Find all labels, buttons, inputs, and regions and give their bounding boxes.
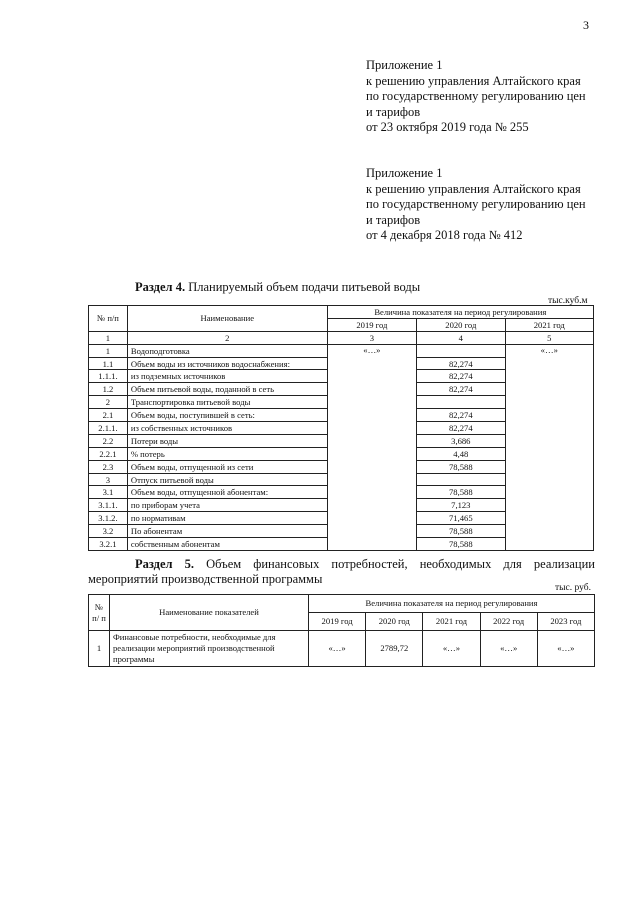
row-name: По абонентам bbox=[127, 525, 327, 538]
row-name: Объем воды из источников водоснабжения: bbox=[127, 357, 327, 370]
row-value-2020: 82,274 bbox=[417, 422, 505, 435]
row-num: 2.1.1. bbox=[89, 422, 128, 435]
row-value-2020 bbox=[417, 473, 505, 486]
row-value-2020 bbox=[417, 344, 505, 357]
header-period: Величина показателя на период регулирования bbox=[309, 595, 595, 613]
row-value: «…» bbox=[480, 631, 537, 667]
row-num: 1 bbox=[89, 344, 128, 357]
row-value: «…» bbox=[537, 631, 594, 667]
row-name: собственным абонентам bbox=[127, 538, 327, 551]
appendix-line: и тарифов bbox=[366, 212, 421, 227]
row-value-2020: 82,274 bbox=[417, 357, 505, 370]
row-name: Потери воды bbox=[127, 434, 327, 447]
header-index: 3 bbox=[327, 331, 416, 344]
header-year: 2019 год bbox=[309, 613, 366, 631]
section4-title-bold: Раздел 4. bbox=[135, 280, 186, 294]
header-year: 2019 год bbox=[327, 318, 416, 331]
row-name: по нормативам bbox=[127, 512, 327, 525]
appendix-header-previous bbox=[366, 166, 586, 244]
header-index: 2 bbox=[127, 331, 327, 344]
appendix-line: к решению управления Алтайского края bbox=[366, 181, 581, 196]
appendix-line: по государственному регулированию цен bbox=[366, 197, 586, 211]
row-num: 2.3 bbox=[89, 460, 128, 473]
appendix-line: Приложение 1 bbox=[366, 58, 443, 72]
section4-unit: тыс.куб.м bbox=[548, 296, 588, 306]
row-name: % потерь bbox=[127, 447, 327, 460]
section4-title bbox=[135, 280, 420, 295]
row-value-2021: «…» bbox=[505, 344, 593, 550]
row-num: 3.1 bbox=[89, 486, 128, 499]
appendix-line: по государственному регулированию цен bbox=[366, 89, 586, 103]
row-value-2020: 71,465 bbox=[417, 512, 505, 525]
header-index: 1 bbox=[89, 331, 128, 344]
header-year: 2022 год bbox=[480, 613, 537, 631]
row-num: 2.2.1 bbox=[89, 447, 128, 460]
appendix-header-current bbox=[366, 58, 586, 136]
row-num: 1.1 bbox=[89, 357, 128, 370]
row-num: 1.2 bbox=[89, 383, 128, 396]
financial-needs-table bbox=[88, 594, 595, 667]
row-num: 3.2.1 bbox=[89, 538, 128, 551]
header-period: Величина показателя на период регулирования bbox=[327, 306, 593, 319]
section4-title-text: Планируемый объем подачи питьевой воды bbox=[185, 280, 421, 294]
header-year: 2020 год bbox=[417, 318, 505, 331]
row-name: из подземных источников bbox=[127, 370, 327, 383]
row-value-2020: 82,274 bbox=[417, 370, 505, 383]
appendix-line: от 4 декабря 2018 года № 412 bbox=[366, 228, 523, 242]
row-value-2020: 82,274 bbox=[417, 409, 505, 422]
row-value-2020: 78,588 bbox=[417, 486, 505, 499]
section5-unit: тыс. руб. bbox=[555, 583, 591, 593]
row-name: по приборам учета bbox=[127, 499, 327, 512]
row-value-2020: 82,274 bbox=[417, 383, 505, 396]
header-year: 2020 год bbox=[366, 613, 423, 631]
appendix-line: Приложение 1 bbox=[366, 166, 443, 180]
row-num: 3.1.1. bbox=[89, 499, 128, 512]
row-value-2020: 78,588 bbox=[417, 525, 505, 538]
section5-title bbox=[88, 557, 595, 587]
header-num: № п/ п bbox=[89, 595, 110, 631]
row-value-2020: 4,48 bbox=[417, 447, 505, 460]
header-name: Наименование показателей bbox=[110, 595, 309, 631]
row-num: 3.2 bbox=[89, 525, 128, 538]
appendix-line: от 23 октября 2019 года № 255 bbox=[366, 120, 529, 134]
header-year: 2023 год bbox=[537, 613, 594, 631]
row-value-2020: 78,588 bbox=[417, 538, 505, 551]
header-year: 2021 год bbox=[423, 613, 480, 631]
row-value-2020: 3,686 bbox=[417, 434, 505, 447]
row-name: Водоподготовка bbox=[127, 344, 327, 357]
row-value-2019: «…» bbox=[327, 344, 416, 550]
row-value-2020: 78,588 bbox=[417, 460, 505, 473]
row-name: Объем воды, отпущенной абонентам: bbox=[127, 486, 327, 499]
section5-title-bold: Раздел 5. bbox=[135, 557, 195, 571]
header-index: 4 bbox=[417, 331, 505, 344]
row-value-2020: 7,123 bbox=[417, 499, 505, 512]
row-num: 1.1.1. bbox=[89, 370, 128, 383]
row-value: 2789,72 bbox=[366, 631, 423, 667]
row-name: Объем воды, отпущенной из сети bbox=[127, 460, 327, 473]
section5-title-line2: мероприятий производственной программы bbox=[88, 572, 323, 586]
row-value: «…» bbox=[309, 631, 366, 667]
row-name: Транспортировка питьевой воды bbox=[127, 396, 327, 409]
row-name: из собственных источников bbox=[127, 422, 327, 435]
table-row bbox=[89, 344, 594, 357]
section5-title-text: Объем финансовых потребностей, необходимых для реализации bbox=[194, 557, 595, 571]
appendix-line: к решению управления Алтайского края bbox=[366, 73, 581, 88]
header-num: № п/п bbox=[89, 306, 128, 332]
row-value: «…» bbox=[423, 631, 480, 667]
page-number: 3 bbox=[583, 18, 589, 32]
row-num: 3 bbox=[89, 473, 128, 486]
row-name: Объем питьевой воды, поданной в сеть bbox=[127, 383, 327, 396]
appendix-line: и тарифов bbox=[366, 104, 421, 119]
row-name: Финансовые потребности, необходимые для реализации мероприятий производственной программы bbox=[110, 631, 309, 667]
row-num: 2.2 bbox=[89, 434, 128, 447]
water-volume-table bbox=[88, 305, 594, 551]
row-num: 3.1.2. bbox=[89, 512, 128, 525]
row-name: Отпуск питьевой воды bbox=[127, 473, 327, 486]
row-name: Объем воды, поступившей в сеть: bbox=[127, 409, 327, 422]
row-num: 1 bbox=[89, 631, 110, 667]
header-name: Наименование bbox=[127, 306, 327, 332]
header-index: 5 bbox=[505, 331, 593, 344]
row-num: 2.1 bbox=[89, 409, 128, 422]
header-year: 2021 год bbox=[505, 318, 593, 331]
row-num: 2 bbox=[89, 396, 128, 409]
row-value-2020 bbox=[417, 396, 505, 409]
